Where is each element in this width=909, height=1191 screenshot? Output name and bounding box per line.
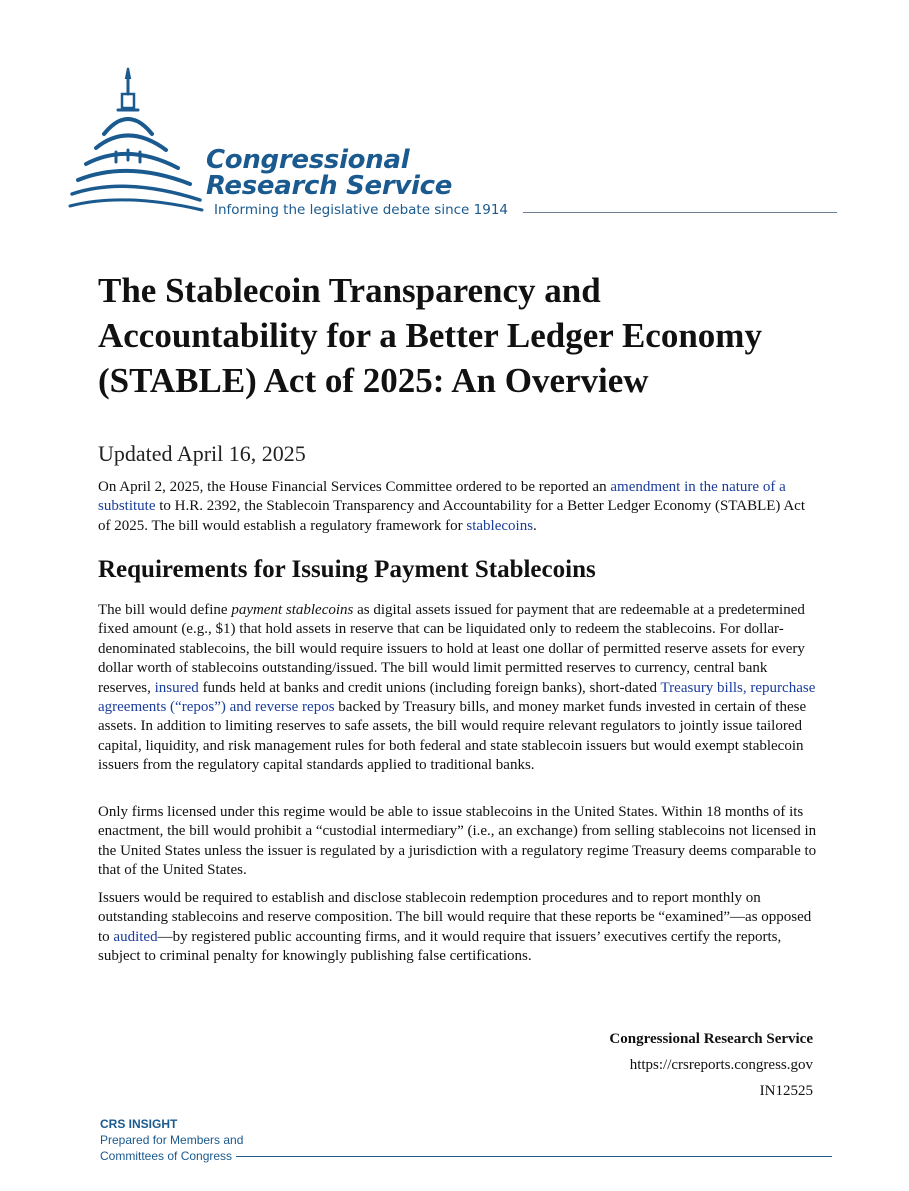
brand-tagline: Informing the legislative debate since 1914 xyxy=(214,202,509,218)
crs-insight-block xyxy=(100,1116,243,1164)
footer-org: Congressional Research Service xyxy=(609,1031,813,1047)
crs-insight-label: CRS INSIGHT xyxy=(100,1117,178,1131)
intro-text-3: . xyxy=(533,517,537,534)
paragraph-reporting xyxy=(98,889,818,967)
page-title: The Stablecoin Transparency and Accountability for a Better Ledger Economy (STABLE) Act of 2025: An Overview xyxy=(98,271,762,400)
intro-paragraph xyxy=(98,478,818,536)
p1-text-1: The bill would define xyxy=(98,602,232,618)
brand-line-research-service: Research Service xyxy=(206,171,453,201)
paragraph-definition xyxy=(98,601,818,776)
p1-term-emphasis: payment stablecoins xyxy=(231,602,354,618)
amendment-link[interactable]: amendment in the nature of a substitute xyxy=(98,479,786,515)
intro-text-2: to H.R. 2392, the Stablecoin Transparency and Accountability for a Better Ledger Economy (STABLE) Act of 2025. The bill would establish a regulatory framework for xyxy=(98,498,806,534)
crs-insight-line-1: Prepared for Members and xyxy=(100,1133,244,1147)
tagline-divider xyxy=(523,212,837,213)
footer-url[interactable]: https://crsreports.congress.gov xyxy=(629,1057,813,1073)
brand-line-congressional: Congressional xyxy=(206,145,410,175)
section-heading: Requirements for Issuing Payment Stablecoins xyxy=(98,556,596,583)
capitol-dome-icon xyxy=(66,64,206,214)
insured-link[interactable]: insured xyxy=(154,679,199,696)
footer-divider xyxy=(236,1156,832,1157)
paragraph-licensing: Only firms licensed under this regime would be able to issue stablecoins in the United States. Within 18 months of its enactment, the bill would prohibit a “custodial intermediary” (i.e., an exchange) from selling stablecoins not licensed in the United States unless the issuer is regulated by a jurisdiction with a regulatory regime Treasury deems comparable to that of the United States. xyxy=(98,804,817,879)
stablecoins-link[interactable]: stablecoins xyxy=(466,517,534,534)
footer-block xyxy=(609,1026,813,1104)
intro-text-1: On April 2, 2025, the House Financial Services Committee ordered to be reported an xyxy=(98,479,611,495)
updated-date: Updated April 16, 2025 xyxy=(98,441,306,466)
p3-text-2: —by registered public accounting firms, and it would require that issuers’ executives certify the reports, subject to criminal penalty for knowingly publishing false certifications. xyxy=(98,928,782,965)
p1-text-4: backed by Treasury bills, and money market funds invested in certain of these assets. In addition to limiting reserves to safe assets, the bill would require relevant regulators to jointly issue tailored capital, liquidity, and risk management rules for both federal and state stablecoin issuers but would exempt stablecoin issuers from the regulatory capital standards applied to traditional banks. xyxy=(98,699,807,774)
p3-text-1: Issuers would be required to establish and disclose stablecoin redemption procedures and to report monthly on outstanding stablecoins and reserve composition. The bill would require that these reports be “examined”—as opposed to xyxy=(98,890,812,945)
footer-id: IN12525 xyxy=(759,1083,813,1099)
audited-link[interactable]: audited xyxy=(113,928,158,945)
treasury-repos-link[interactable]: Treasury bills, repurchase agreements (“repos”) and reverse repos xyxy=(98,679,816,716)
crs-insight-line-2: Committees of Congress xyxy=(100,1149,233,1163)
p1-text-2: as digital assets issued for payment that are redeemable at a predetermined fixed amount (e.g., $1) that hold assets in reserve that can be liquidated only to redeem the stablecoins. For dollar-denominated stablecoins, the bill would require issuers to hold at least one dollar of permitted reserve assets for every dollar worth of stablecoins outstanding/issued. The bill would limit permitted reserves to currency, central bank reserves, xyxy=(98,602,805,696)
p1-text-3: funds held at banks and credit unions (including foreign banks), short-dated xyxy=(198,679,661,696)
